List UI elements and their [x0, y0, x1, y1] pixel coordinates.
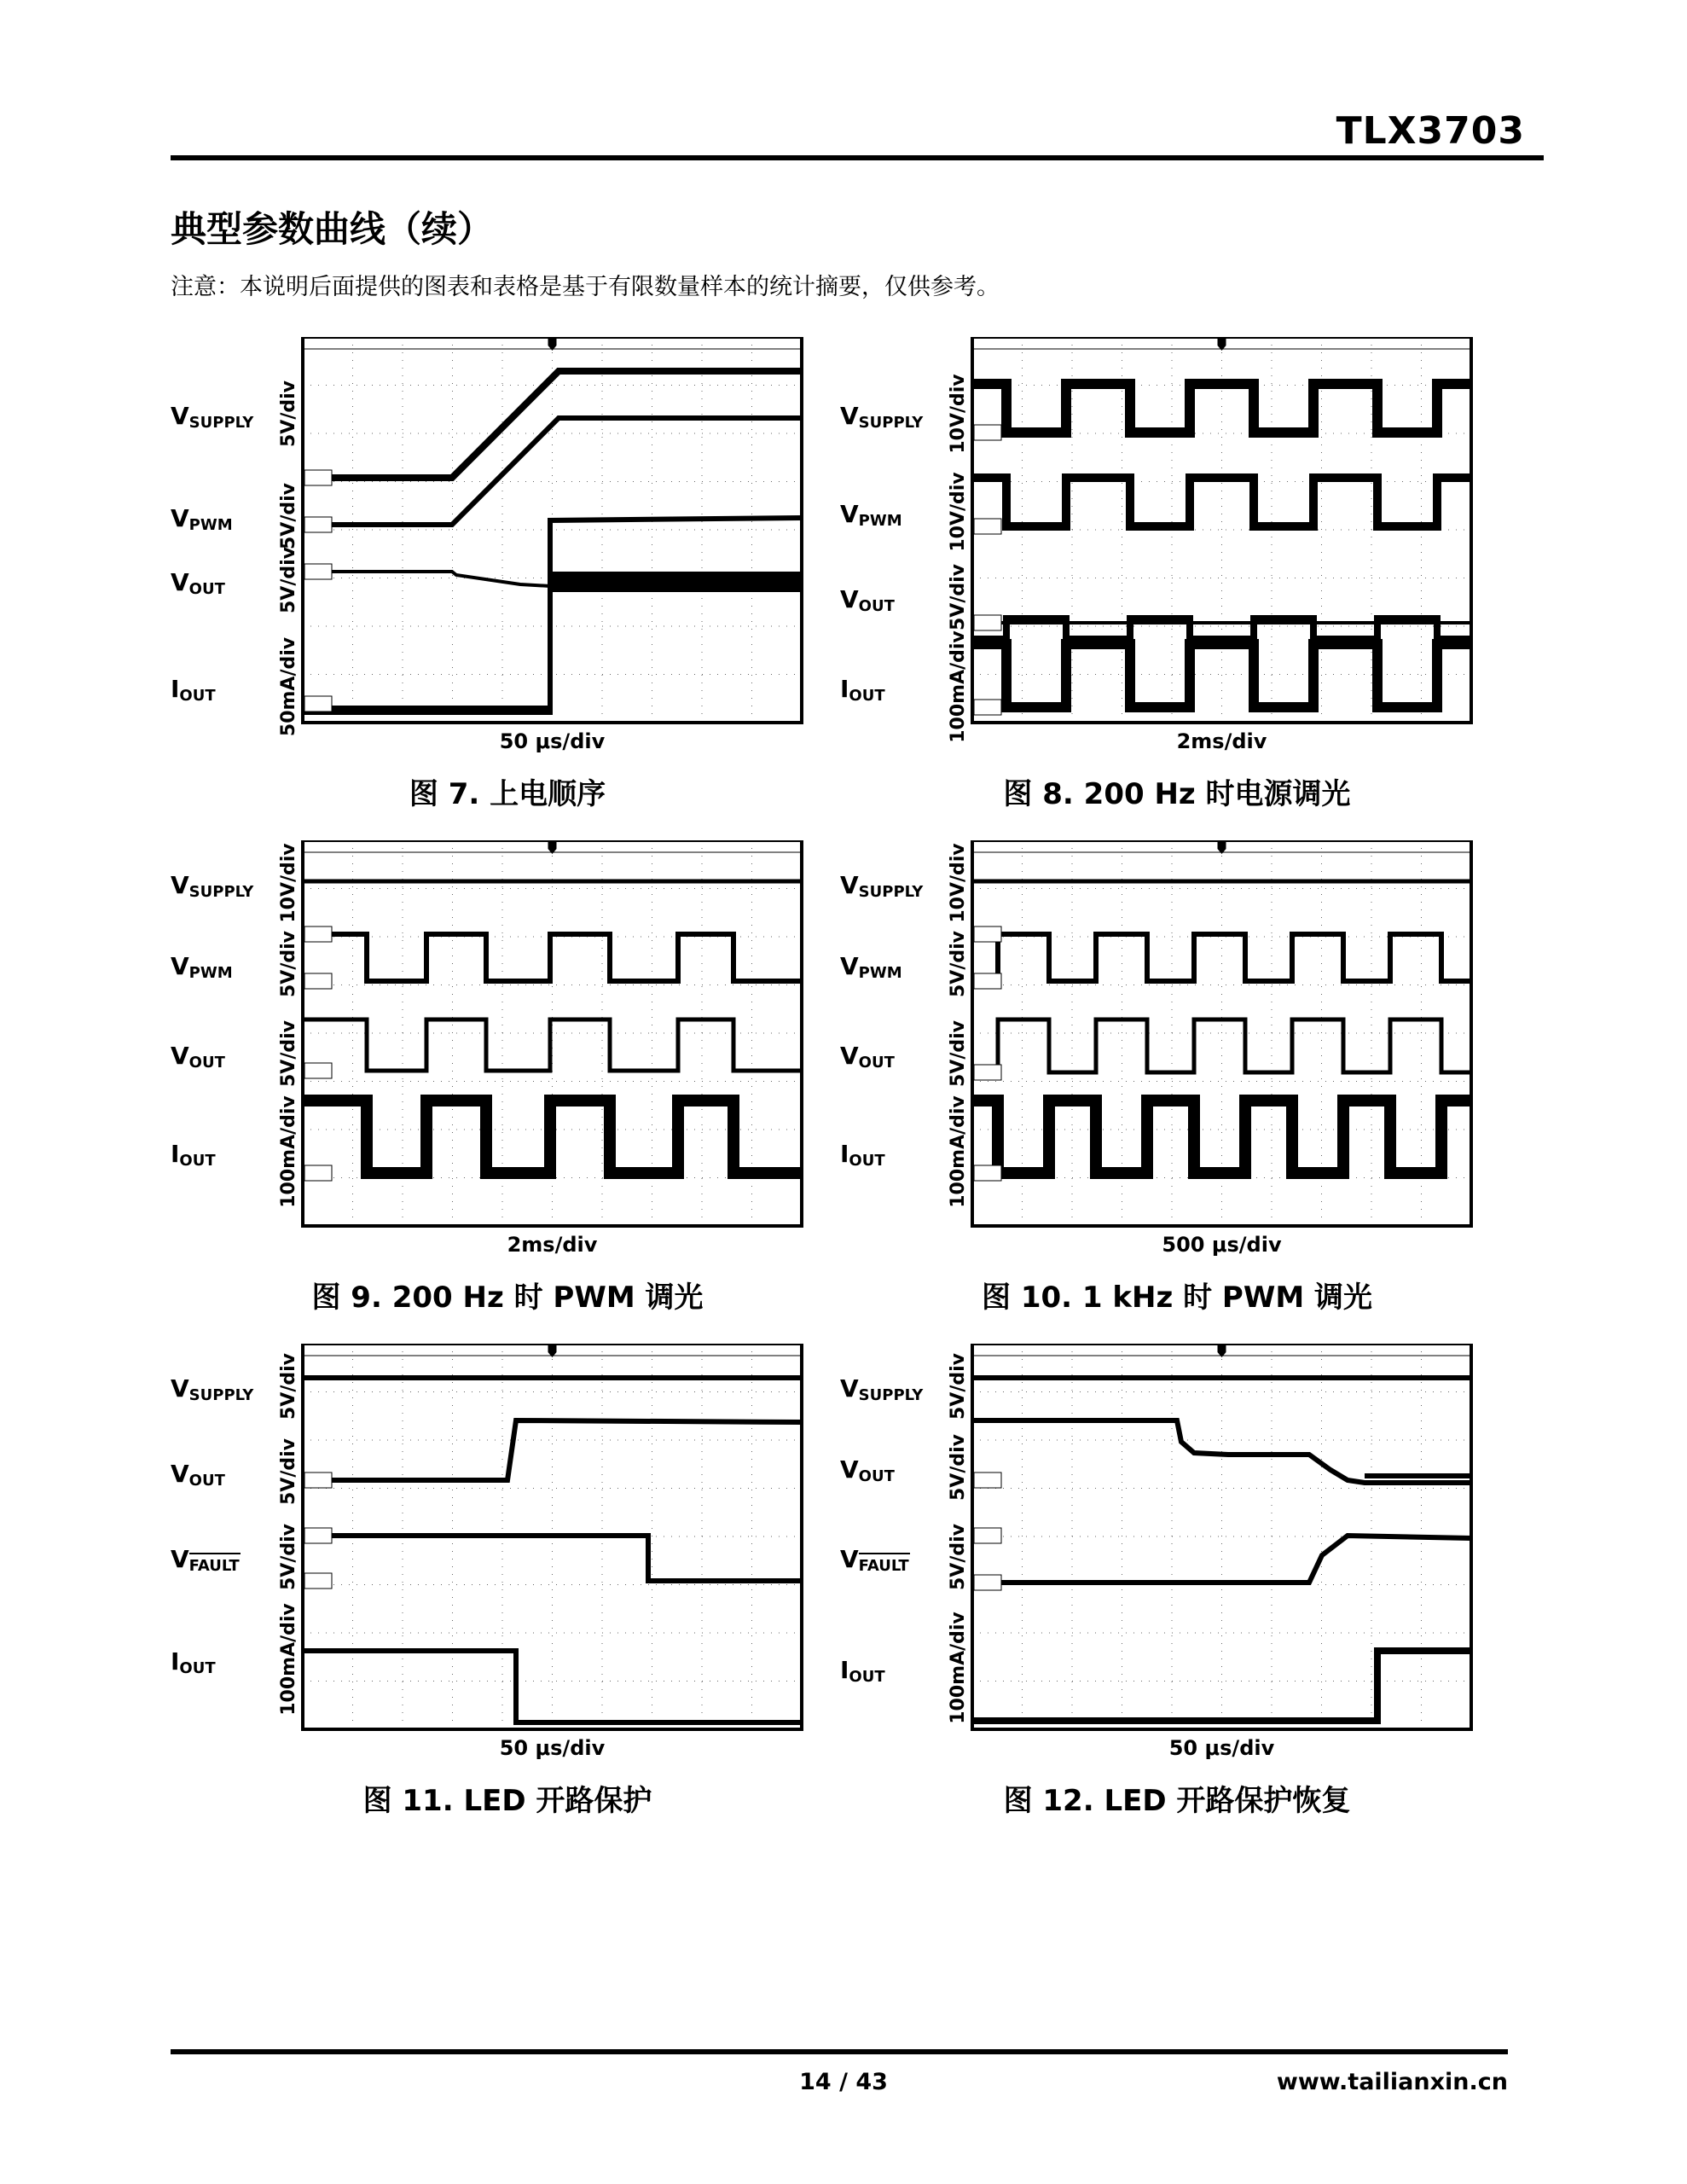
timebase-label: 50 μs/div — [1168, 1736, 1275, 1760]
timebase-label: 2ms/div — [507, 1233, 598, 1257]
channel-marker — [304, 1528, 332, 1543]
signal-label: VOUT — [171, 1042, 225, 1072]
channel-marker — [974, 425, 1001, 440]
scale-label: 10V/div — [948, 374, 969, 454]
channel-marker — [304, 470, 332, 485]
scale-label: 5V/div — [278, 380, 299, 447]
scale-label: 5V/div — [278, 1524, 299, 1590]
scale-label: 5V/div — [278, 1353, 299, 1420]
signal-label: IOUT — [171, 1647, 216, 1677]
figure-caption: 图 11. LED 开路保护 — [362, 1784, 652, 1818]
scope-plot — [171, 337, 844, 840]
scale-label: 100mA/div — [948, 1612, 969, 1724]
scale-label: 5V/div — [278, 931, 299, 997]
signal-label: VOUT — [840, 1455, 895, 1485]
timebase-label: 500 μs/div — [1162, 1233, 1282, 1257]
figure-caption: 图 12. LED 开路保护恢复 — [1003, 1784, 1351, 1818]
signal-label: VOUT — [840, 585, 895, 615]
timebase-label: 2ms/div — [1176, 729, 1267, 753]
timebase-label: 50 μs/div — [499, 729, 606, 753]
scope-plot — [171, 1344, 844, 1847]
signal-label: VSUPPLY — [171, 402, 254, 432]
figure-8 — [840, 337, 1514, 840]
scale-label: 100mA/div — [948, 630, 969, 743]
channel-marker — [974, 519, 1001, 534]
scale-label: 5V/div — [948, 1524, 969, 1590]
timebase-label: 50 μs/div — [499, 1736, 606, 1760]
signal-label: VOUT — [840, 1042, 895, 1072]
signal-label: VSUPPLY — [840, 402, 924, 432]
figure-caption: 图 10. 1 kHz 时 PWM 调光 — [981, 1281, 1373, 1315]
part-number: TLX3703 — [1336, 109, 1525, 153]
scale-label: 100mA/div — [278, 1603, 299, 1716]
figure-caption: 图 8. 200 Hz 时电源调光 — [1003, 777, 1351, 811]
scope-plot — [171, 840, 844, 1344]
footer-rule — [171, 2049, 1508, 2054]
scale-label: 5V/div — [278, 1438, 299, 1505]
scale-label: 5V/div — [948, 1434, 969, 1501]
scale-label: 50mA/div — [278, 636, 299, 737]
signal-label: VFAULT — [171, 1545, 240, 1575]
page-number: 14 / 43 — [799, 2069, 888, 2095]
scale-label: 100mA/div — [278, 1095, 299, 1208]
figure-7 — [171, 337, 844, 840]
signal-label: VSUPPLY — [171, 1374, 254, 1404]
channel-marker — [304, 973, 332, 989]
signal-label: VOUT — [171, 568, 225, 598]
channel-marker — [304, 1472, 332, 1488]
section-title: 典型参数曲线（续） — [171, 208, 494, 250]
channel-marker — [974, 973, 1001, 989]
channel-marker — [974, 1528, 1001, 1543]
figure-9 — [171, 840, 844, 1344]
scale-label: 5V/div — [278, 1020, 299, 1087]
scale-label: 5V/div — [948, 564, 969, 630]
channel-marker — [974, 700, 1001, 715]
scale-label: 5V/div — [278, 483, 299, 549]
signal-label: VPWM — [171, 504, 233, 534]
signal-label: VPWM — [840, 500, 902, 530]
signal-label: VSUPPLY — [840, 1374, 924, 1404]
scope-plot — [840, 840, 1514, 1344]
channel-marker — [974, 1575, 1001, 1590]
signal-label: VPWM — [840, 952, 902, 982]
scale-label: 5V/div — [948, 931, 969, 997]
scale-label: 100mA/div — [948, 1095, 969, 1208]
signal-label: VSUPPLY — [171, 871, 254, 901]
channel-marker — [304, 1573, 332, 1589]
signal-label: IOUT — [840, 1140, 885, 1170]
website-link[interactable]: www.tailianxin.cn — [1276, 2069, 1508, 2095]
header-rule — [171, 155, 1544, 160]
scope-plot — [840, 337, 1514, 840]
channel-marker — [974, 1065, 1001, 1080]
signal-label: IOUT — [840, 1656, 885, 1686]
section-note: 注意：本说明后面提供的图表和表格是基于有限数量样本的统计摘要，仅供参考。 — [171, 274, 1000, 300]
scale-label: 10V/div — [278, 843, 299, 923]
scale-label: 5V/div — [278, 547, 299, 613]
scale-label: 5V/div — [948, 1020, 969, 1087]
signal-label: VPWM — [171, 952, 233, 982]
channel-marker — [304, 1165, 332, 1181]
figure-caption: 图 9. 200 Hz 时 PWM 调光 — [311, 1281, 704, 1315]
scale-label: 5V/div — [948, 1353, 969, 1420]
scale-label: 10V/div — [948, 472, 969, 552]
figure-10 — [840, 840, 1514, 1344]
signal-label: IOUT — [171, 675, 216, 705]
channel-marker — [304, 564, 332, 579]
scope-plot — [840, 1344, 1514, 1847]
signal-label: VOUT — [171, 1460, 225, 1490]
channel-marker — [304, 1063, 332, 1078]
channel-marker — [304, 696, 332, 712]
channel-marker — [304, 926, 332, 942]
signal-label: VFAULT — [840, 1545, 909, 1575]
channel-marker — [974, 615, 1001, 630]
channel-marker — [974, 1472, 1001, 1488]
figure-12 — [840, 1344, 1514, 1847]
channel-marker — [974, 926, 1001, 942]
signal-label: VSUPPLY — [840, 871, 924, 901]
figure-caption: 图 7. 上电顺序 — [409, 777, 606, 811]
signal-label: IOUT — [171, 1140, 216, 1170]
channel-marker — [974, 1165, 1001, 1181]
scale-label: 10V/div — [948, 843, 969, 923]
signal-label: IOUT — [840, 675, 885, 705]
figure-11 — [171, 1344, 844, 1847]
channel-marker — [304, 517, 332, 532]
